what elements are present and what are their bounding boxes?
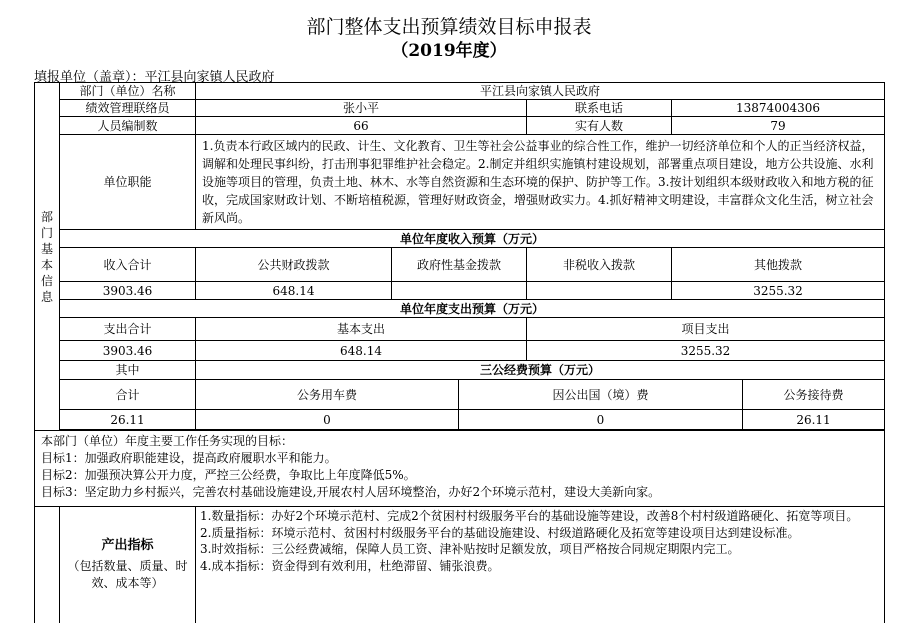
three-total-label: 合计 — [60, 380, 196, 410]
duty-label: 单位职能 — [60, 135, 196, 230]
output-item-2: 2.质量指标：环境示范村、贫困村村级服务平台的基础设施建设、村级道路硬化及拓宽等建设项目达到建设标准。 — [200, 525, 800, 540]
budget-form-table — [34, 82, 885, 623]
actual-value: 79 — [672, 117, 885, 135]
expense-project-value: 3255.32 — [527, 341, 885, 361]
income-nontax-value — [527, 282, 672, 300]
expense-basic-label: 基本支出 — [196, 318, 527, 341]
phone-label: 联系电话 — [527, 100, 672, 117]
income-fund-value — [392, 282, 527, 300]
goals-intro: 本部门（单位）年度主要工作任务实现的目标： — [41, 434, 294, 448]
income-public-value: 648.14 — [196, 282, 392, 300]
filler-unit: 填报单位（盖章）：平江县向家镇人民政府 — [34, 70, 275, 85]
expense-header: 单位年度支出预算（万元） — [60, 300, 885, 318]
staff-label: 人员编制数 — [60, 117, 196, 135]
income-total-value: 3903.46 — [60, 282, 196, 300]
phone-value: 13874004306 — [672, 100, 885, 117]
expense-total-label: 支出合计 — [60, 318, 196, 341]
output-item-1: 1.数量指标：办好2个环境示范村、完成2个贫困村村级服务平台的基础设施等建设，改善8个村村级道路硬化、拓宽等项目。 — [200, 509, 859, 523]
output-item-3: 3.时效指标：三公经费减缩，保障人员工资、津补贴按时足额发放，项目严格按合同规定期限内完工。 — [200, 542, 740, 556]
form-year: （2019年度） — [391, 41, 507, 61]
income-other-value: 3255.32 — [672, 282, 885, 300]
three-car-value: 0 — [196, 410, 459, 430]
basic-info-label: 部门基本信息 — [35, 83, 60, 431]
dept-name-label: 部门（单位）名称 — [60, 83, 196, 100]
expense-project-label: 项目支出 — [527, 318, 885, 341]
three-fees-header: 三公经费预算（万元） — [196, 361, 885, 380]
output-subtitle: （包括数量、质量、时效、成本等） — [67, 558, 188, 590]
income-nontax-label: 非税收入拨款 — [527, 248, 672, 282]
three-car-label: 公务用车费 — [196, 380, 459, 410]
expense-total-value: 3903.46 — [60, 341, 196, 361]
expense-basic-value: 648.14 — [196, 341, 527, 361]
contact-label: 绩效管理联络员 — [60, 100, 196, 117]
annual-goals — [35, 431, 885, 507]
three-reception-value: 26.11 — [743, 410, 885, 430]
contact-value: 张小平 — [196, 100, 527, 117]
output-title: 产出指标 — [101, 537, 154, 553]
output-indicators — [196, 507, 885, 623]
duty-text: 1.负责本行政区域内的民政、计生、文化教育、卫生等社会公益事业的综合性工作，维护一切经济单位和个人的正当经济权益，调解和处理民事纠纷，打击刑事犯罪维护社会稳定。2.制定并组织实施镇村建设规划，部署重点项目建设，地方公共设施、水利设施等项目的管理，负责土地、林木、水等自然资源和生态环境的保护、防护等工作。3.按计划组织本级财政收入和地方税的征收，完成国家财政计划、不断培植税源，管理好财政资金，增强财政实力。4.抓好精神文明建设，丰富群众文化生活，树立社会新风尚。 — [196, 135, 885, 230]
income-other-label: 其他拨款 — [672, 248, 885, 282]
dept-name-value: 平江县向家镇人民政府 — [196, 83, 885, 100]
three-total-value: 26.11 — [60, 410, 196, 430]
of-which-label: 其中 — [60, 361, 196, 380]
actual-label: 实有人数 — [527, 117, 672, 135]
form-title: 部门整体支出预算绩效目标申报表 — [306, 16, 592, 38]
income-header: 单位年度收入预算（万元） — [60, 230, 885, 248]
goal-1: 目标1：加强政府职能建设，提高政府履职水平和能力。 — [41, 451, 337, 465]
income-fund-label: 政府性基金拨款 — [392, 248, 527, 282]
income-total-label: 收入合计 — [60, 248, 196, 282]
three-abroad-value: 0 — [459, 410, 743, 430]
output-item-4: 4.成本指标：资金得到有效利用，杜绝滞留、铺张浪费。 — [200, 558, 500, 573]
goal-2: 目标2：加强预决算公开力度，严控三公经费，争取比上年度降低5%。 — [41, 468, 416, 482]
staff-value: 66 — [196, 117, 527, 135]
income-public-label: 公共财政拨款 — [196, 248, 392, 282]
goal-3: 目标3：坚定助力乡村振兴，完善农村基础设施建设,开展农村人居环境整治，办好2个环境示范村，建设大美新向家。 — [41, 485, 661, 499]
three-abroad-label: 因公出国（境）费 — [459, 380, 743, 410]
output-indicator-label — [60, 507, 196, 623]
three-reception-label: 公务接待费 — [743, 380, 885, 410]
